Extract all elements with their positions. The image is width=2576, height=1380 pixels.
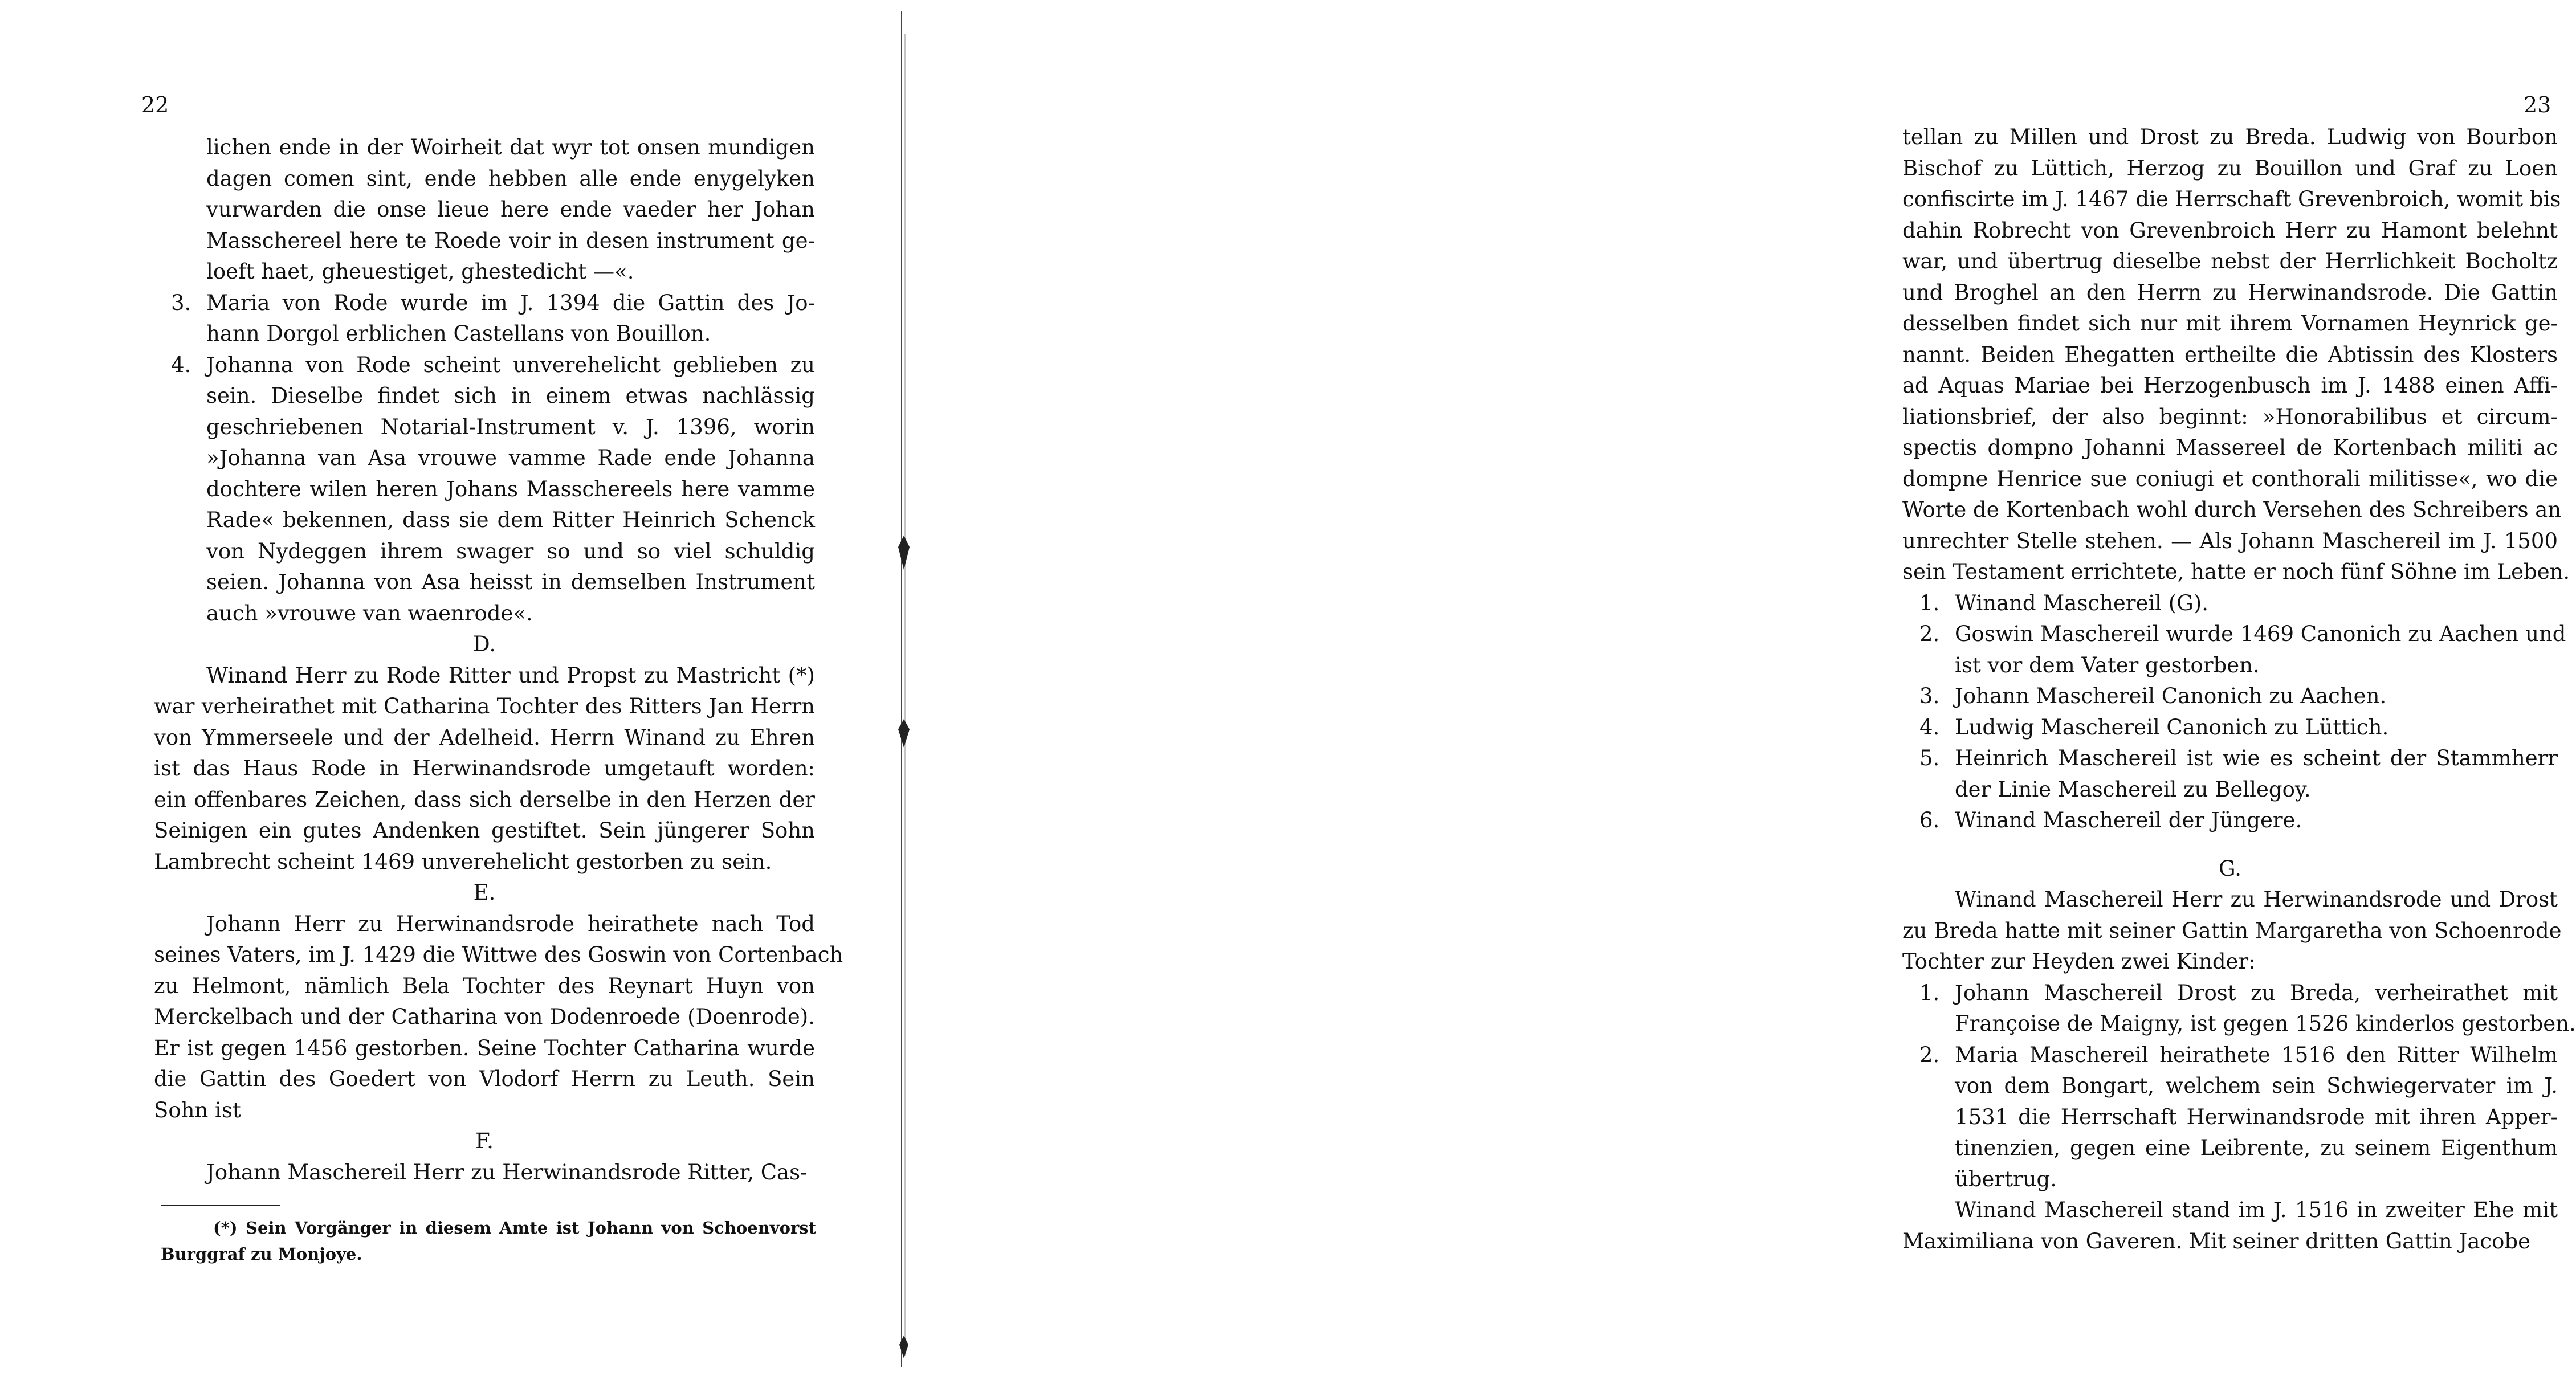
list-item-line bbox=[154, 443, 815, 474]
line-text: war, und übertrug dieselbe nebst der Herrlichkeit Bocholtz bbox=[1902, 249, 2558, 273]
line-text: zu Breda hatte mit seiner Gattin Margaretha von Schoenrode bbox=[1902, 918, 2562, 943]
line-text: auch »vrouwe van waenrode«. bbox=[206, 601, 533, 626]
line-text: von Ymmerseele und der Adelheid. Herrn Winand zu Ehren bbox=[154, 725, 815, 750]
section-heading: G. bbox=[2219, 856, 2241, 881]
paragraph-line bbox=[154, 256, 815, 288]
left-page-text bbox=[154, 132, 843, 1188]
line-text: von Nydeggen ihrem swager so und so viel schuldig bbox=[206, 538, 815, 564]
list-item-line bbox=[1902, 681, 2558, 712]
list-item-line bbox=[1902, 588, 2558, 619]
right-page bbox=[889, 0, 2576, 1380]
line-text: unrechter Stelle stehen. — Als Johann Maschereil im J. 1500 bbox=[1902, 528, 2558, 553]
line-text: dahin Robrecht von Grevenbroich Herr zu Hamont belehnt bbox=[1902, 218, 2558, 243]
paragraph-line bbox=[154, 971, 815, 1002]
line-text: zu Helmont, nämlich Bela Tochter des Reynart Huyn von bbox=[154, 973, 815, 998]
line-text: Rade« bekennen, dass sie dem Ritter Heinrich Schenck bbox=[206, 508, 815, 532]
list-item-line bbox=[1902, 1133, 2558, 1164]
paragraph-line bbox=[154, 753, 815, 785]
list-item-line bbox=[1902, 1164, 2558, 1195]
list-item-line bbox=[1902, 650, 2558, 681]
line-text: tinenzien, gegen eine Leibrente, zu seinem Eigenthum bbox=[1955, 1136, 2558, 1160]
line-text: desselben findet sich nur mit ihrem Vornamen Heynrick ge- bbox=[1902, 311, 2558, 336]
line-text: tellan zu Millen und Drost zu Breda. Ludwig von Bourbon bbox=[1902, 125, 2558, 149]
list-item-line bbox=[154, 288, 815, 319]
paragraph-line bbox=[1902, 246, 2558, 277]
line-text: der Linie Maschereil zu Bellegoy. bbox=[1955, 777, 2311, 802]
line-text: seien. Johanna von Asa heisst in demselben Instrument bbox=[206, 570, 815, 594]
paragraph-line bbox=[154, 164, 815, 195]
paragraph-line bbox=[154, 132, 815, 164]
list-item-number: 1. bbox=[1919, 590, 1940, 615]
list-item-number: 5. bbox=[1919, 746, 1940, 770]
line-text: Johann Maschereil Drost zu Breda, verheirathet mit bbox=[1955, 980, 2558, 1005]
line-text: ad Aquas Mariae bei Herzogenbusch im J. 1488 einen Affi- bbox=[1902, 373, 2558, 398]
paragraph-line bbox=[1902, 916, 2562, 947]
paragraph-line bbox=[1902, 495, 2562, 526]
line-text: Johann Herr zu Herwinandsrode heirathete nach Tod bbox=[206, 911, 815, 936]
list-item-line bbox=[1902, 619, 2566, 650]
paragraph-line bbox=[154, 691, 815, 722]
paragraph-line bbox=[1902, 215, 2558, 247]
list-item-line bbox=[1902, 743, 2558, 774]
paragraph-line bbox=[154, 1002, 815, 1033]
section-heading: D. bbox=[472, 632, 496, 656]
paragraph-line bbox=[154, 847, 815, 878]
line-text: Johanna von Rode scheint unverehelicht geblieben zu bbox=[206, 352, 815, 377]
paragraph-line bbox=[1902, 277, 2558, 309]
line-text: Goswin Maschereil wurde 1469 Canonich zu Aachen und bbox=[1955, 622, 2566, 646]
paragraph-line bbox=[154, 722, 815, 754]
paragraph-line bbox=[1902, 557, 2570, 588]
line-text: Tochter zur Heyden zwei Kinder: bbox=[1902, 949, 2256, 974]
line-text: Johann Maschereil Herr zu Herwinandsrode Ritter, Cas- bbox=[206, 1159, 808, 1185]
line-text: geschriebenen Notarial-Instrument v. J. 1396, worin bbox=[206, 414, 815, 439]
paragraph-line bbox=[154, 815, 815, 847]
paragraph-line bbox=[1902, 884, 2558, 916]
list-item-line bbox=[154, 474, 815, 505]
line-text: Er ist gegen 1456 gestorben. Seine Tochter Catharina wurde bbox=[154, 1035, 815, 1060]
paragraph-line bbox=[1902, 464, 2558, 495]
line-text: war verheirathet mit Catharina Tochter des Ritters Jan Herrn bbox=[154, 694, 815, 718]
line-text: dagen comen sint, ende hebben alle ende enygelyken bbox=[206, 166, 815, 191]
line-text: Worte de Kortenbach wohl durch Versehen des Schreibers an bbox=[1902, 497, 2562, 522]
paragraph-line bbox=[154, 1064, 815, 1095]
line-text: übertrug. bbox=[1955, 1166, 2057, 1191]
line-text: Masschereel here te Roede voir in desen instrument ge- bbox=[206, 228, 815, 253]
list-item-number: 4. bbox=[1919, 715, 1940, 740]
paragraph-line bbox=[154, 194, 815, 226]
line-text: Winand Maschereil stand im J. 1516 in zweiter Ehe mit bbox=[1955, 1198, 2558, 1222]
list-item-number: 2. bbox=[1919, 622, 1940, 646]
list-item-line bbox=[154, 505, 815, 536]
paragraph-line bbox=[1902, 432, 2558, 464]
line-text: von dem Bongart, welchem sein Schwiegervater im J. bbox=[1955, 1073, 2558, 1098]
paragraph-line bbox=[154, 1095, 815, 1126]
list-item-line bbox=[1902, 712, 2558, 744]
paragraph-line bbox=[1902, 340, 2558, 371]
line-text: Johann Maschereil Canonich zu Aachen. bbox=[1955, 684, 2387, 708]
page-number-left: 22 bbox=[141, 92, 169, 117]
paragraph-line bbox=[1902, 402, 2558, 433]
paragraph-line bbox=[154, 785, 815, 816]
line-text: loeft haet, gheuestiget, ghestedicht —«. bbox=[206, 259, 634, 284]
line-text: Heinrich Maschereil ist wie es scheint der Stammherr bbox=[1955, 746, 2558, 770]
line-text: Bischof zu Lüttich, Herzog zu Bouillon und Graf zu Loen bbox=[1902, 156, 2558, 181]
list-item-line bbox=[1902, 978, 2558, 1009]
line-text: vurwarden die onse lieue here ende vaeder her Johan bbox=[206, 197, 815, 222]
list-item-number: 3. bbox=[171, 290, 191, 315]
line-text: nannt. Beiden Ehegatten ertheilte die Abtissin des Klosters bbox=[1902, 342, 2558, 367]
line-text: ist das Haus Rode in Herwinandsrode umgetauft worden: bbox=[154, 756, 815, 781]
line-text: die Gattin des Goedert von Vlodorf Herrn zu Leuth. Sein bbox=[154, 1067, 815, 1091]
list-item-line bbox=[1902, 1071, 2558, 1102]
section-gap bbox=[1902, 836, 2558, 854]
line-text: Maria von Rode wurde im J. 1394 die Gattin des Jo- bbox=[206, 290, 815, 315]
line-text: Winand Herr zu Rode Ritter und Propst zu Mastricht (*) bbox=[206, 663, 815, 688]
footnote bbox=[161, 1215, 816, 1267]
list-item-line bbox=[1902, 1009, 2576, 1040]
line-text: Winand Maschereil Herr zu Herwinandsrode und Drost bbox=[1955, 887, 2558, 912]
paragraph-line bbox=[1902, 308, 2558, 340]
line-text: Lambrecht scheint 1469 unverehelicht gestorben zu sein. bbox=[154, 849, 772, 874]
line-text: Winand Maschereil der Jüngere. bbox=[1955, 808, 2302, 832]
line-text: Ludwig Maschereil Canonich zu Lüttich. bbox=[1955, 715, 2389, 740]
line-text: seines Vaters, im J. 1429 die Wittwe des Goswin von Cortenbach bbox=[154, 942, 843, 967]
page-number-right: 23 bbox=[2524, 92, 2551, 117]
section-heading: E. bbox=[473, 880, 496, 905]
line-text: sein. Dieselbe findet sich in einem etwas nachlässig bbox=[206, 383, 815, 408]
paragraph-line bbox=[154, 1033, 815, 1064]
list-item-line bbox=[1902, 774, 2558, 806]
footnote-line: Burggraf zu Monjoye. bbox=[161, 1244, 362, 1264]
list-item-line bbox=[154, 412, 815, 443]
line-text: dochtere wilen heren Johans Masschereels here vamme bbox=[206, 476, 815, 501]
line-text: Sohn ist bbox=[154, 1097, 241, 1122]
line-text: confiscirte im J. 1467 die Herrschaft Grevenbroich, womit bis bbox=[1902, 187, 2561, 211]
line-text: hann Dorgol erblichen Castellans von Bouillon. bbox=[206, 321, 711, 346]
list-item-number: 2. bbox=[1919, 1042, 1940, 1067]
footnote-rule bbox=[161, 1205, 280, 1206]
list-item-number: 4. bbox=[171, 352, 191, 377]
paragraph-line bbox=[1902, 946, 2558, 978]
list-item-line bbox=[154, 598, 815, 630]
paragraph-line bbox=[154, 1157, 815, 1189]
list-item-line bbox=[1902, 1040, 2558, 1071]
paragraph-line bbox=[154, 660, 815, 692]
line-text: ist vor dem Vater gestorben. bbox=[1955, 652, 2260, 677]
list-item-number: 3. bbox=[1919, 684, 1940, 708]
paragraph-line bbox=[1902, 370, 2558, 402]
list-item-number: 1. bbox=[1919, 980, 1940, 1005]
list-item-line bbox=[154, 567, 815, 598]
section-heading: F. bbox=[475, 1129, 494, 1153]
line-text: und Broghel an den Herrn zu Herwinandsrode. Die Gattin bbox=[1902, 280, 2558, 305]
line-text: »Johanna van Asa vrouwe vamme Rade ende Johanna bbox=[206, 446, 815, 470]
line-text: Maria Maschereil heirathete 1516 den Ritter Wilhelm bbox=[1955, 1042, 2558, 1067]
paragraph-line bbox=[154, 909, 815, 940]
footnote-line: (*) Sein Vorgänger in diesem Amte ist Johann von Schoenvorst bbox=[213, 1218, 816, 1238]
line-text: Winand Maschereil (G). bbox=[1955, 590, 2208, 615]
left-page bbox=[0, 0, 889, 1380]
paragraph-line bbox=[154, 226, 815, 257]
paragraph-line bbox=[1902, 153, 2558, 185]
paragraph-line bbox=[1902, 1195, 2558, 1226]
list-item-line bbox=[154, 319, 815, 350]
right-page-text bbox=[1902, 122, 2576, 1257]
line-text: spectis dompno Johanni Massereel de Kortenbach militi ac bbox=[1902, 435, 2558, 460]
paragraph-line bbox=[1902, 184, 2561, 215]
paragraph-line bbox=[154, 940, 843, 971]
line-text: liationsbrief, der also beginnt: »Honorabilibus et circum- bbox=[1902, 404, 2558, 429]
list-item-number: 6. bbox=[1919, 808, 1940, 832]
line-text: ein offenbares Zeichen, dass sich derselbe in den Herzen der bbox=[154, 787, 815, 812]
line-text: dompne Henrice sue coniugi et conthorali militisse«, wo die bbox=[1902, 466, 2558, 491]
paragraph-line bbox=[1902, 526, 2558, 557]
line-text: Merckelbach und der Catharina von Dodenroede (Doenrode). bbox=[154, 1005, 815, 1029]
list-item-line bbox=[154, 536, 815, 567]
line-text: lichen ende in der Woirheit dat wyr tot onsen mundigen bbox=[206, 135, 815, 160]
paragraph-line bbox=[1902, 122, 2558, 153]
line-text: Maximiliana von Gaveren. Mit seiner dritten Gattin Jacobe bbox=[1902, 1228, 2530, 1254]
list-item-line bbox=[154, 350, 815, 381]
line-text: Françoise de Maigny, ist gegen 1526 kinderlos gestorben. bbox=[1955, 1011, 2576, 1036]
list-item-line bbox=[1902, 805, 2558, 836]
list-item-line bbox=[154, 381, 815, 412]
line-text: sein Testament errichtete, hatte er noch fünf Söhne im Leben. bbox=[1902, 560, 2570, 584]
paragraph-line bbox=[1902, 1226, 2558, 1257]
line-text: 1531 die Herrschaft Herwinandsrode mit ihren Apper- bbox=[1955, 1104, 2558, 1129]
line-text: Seinigen ein gutes Andenken gestiftet. Sein jüngerer Sohn bbox=[154, 818, 815, 843]
list-item-line bbox=[1902, 1102, 2558, 1133]
